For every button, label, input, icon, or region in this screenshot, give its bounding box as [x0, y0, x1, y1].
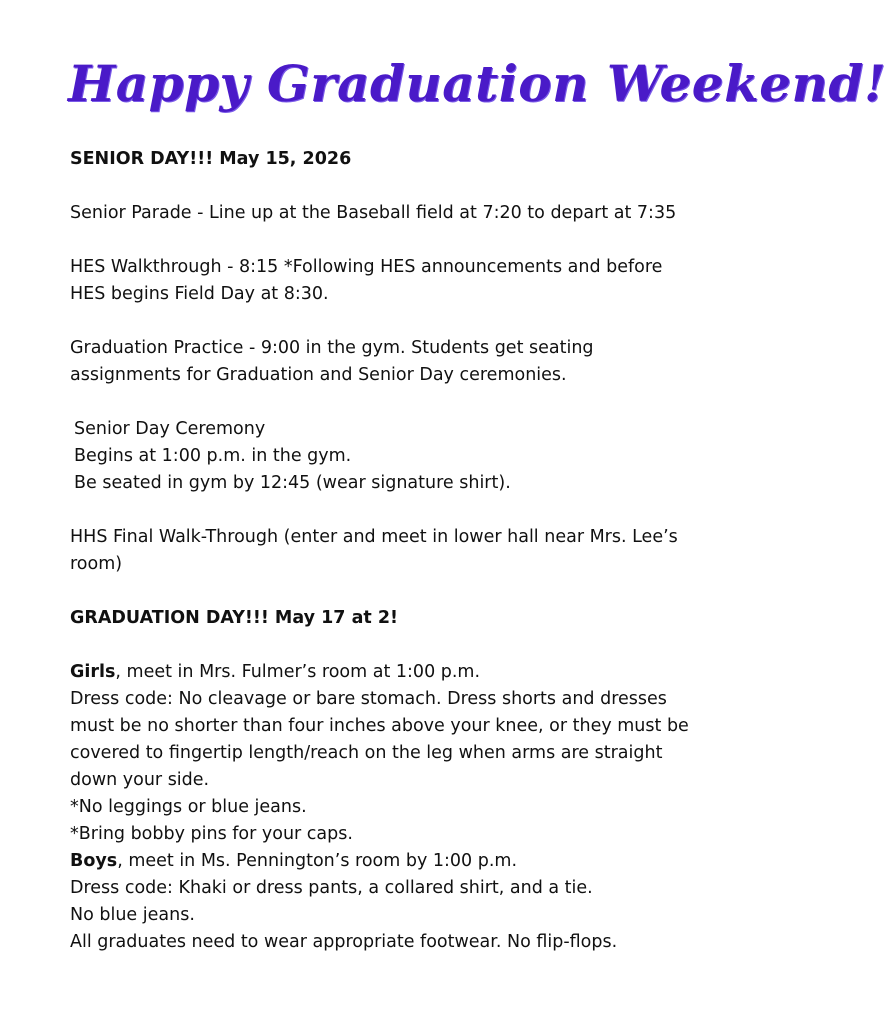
girls-dress-code-line-1: Dress code: No cleavage or bare stomach. Dress shorts and dresses [70, 689, 667, 709]
girls-dress-code-line-3: covered to fingertip length/reach on the leg when arms are straight [70, 743, 663, 763]
practice-line-1: Graduation Practice - 9:00 in the gym. Students get seating [70, 338, 594, 358]
spacer [70, 173, 730, 200]
boys-meet-text: , meet in Ms. Pennington’s room by 1:00 p.m. [117, 851, 518, 871]
spacer [70, 632, 730, 659]
spacer [70, 389, 730, 416]
graduation-day-heading: GRADUATION DAY!!! May 17 at 2! [70, 608, 398, 628]
girls-note-1: *No leggings or blue jeans. [70, 797, 307, 817]
girls-meet-text: , meet in Mrs. Fulmer’s room at 1:00 p.m. [115, 662, 481, 682]
page-title: Happy Graduation Weekend! [68, 54, 886, 113]
hes-walkthrough-line-1: HES Walkthrough - 8:15 *Following HES announcements and before [70, 257, 663, 277]
spacer [70, 227, 730, 254]
girls-meet-line [70, 659, 730, 686]
girls-label: Girls [70, 662, 116, 682]
boys-meet-line [70, 848, 730, 875]
senior-parade-text: Senior Parade - Line up at the Baseball field at 7:20 to depart at 7:35 [70, 203, 677, 223]
spacer [70, 497, 730, 524]
girls-note-2: *Bring bobby pins for your caps. [70, 824, 353, 844]
senior-day-heading: SENIOR DAY!!! May 15, 2026 [70, 149, 352, 169]
footwear-line: All graduates need to wear appropriate footwear. No flip-flops. [70, 932, 618, 952]
spacer [70, 308, 730, 335]
schedule-content [70, 146, 730, 956]
boys-dress-code-line-2: No blue jeans. [70, 905, 195, 925]
hhs-walkthrough-line-2: room) [70, 554, 123, 574]
spacer [70, 578, 730, 605]
girls-dress-code-line-4: down your side. [70, 770, 210, 790]
ceremony-line-3: Be seated in gym by 12:45 (wear signature shirt). [74, 473, 511, 493]
ceremony-line-1: Senior Day Ceremony [74, 419, 266, 439]
practice-line-2: assignments for Graduation and Senior Day ceremonies. [70, 365, 567, 385]
boys-dress-code-line-1: Dress code: Khaki or dress pants, a collared shirt, and a tie. [70, 878, 593, 898]
ceremony-line-2: Begins at 1:00 p.m. in the gym. [74, 446, 352, 466]
hhs-walkthrough-line-1: HHS Final Walk-Through (enter and meet in lower hall near Mrs. Lee’s [70, 527, 678, 547]
boys-label: Boys [70, 851, 118, 871]
hes-walkthrough-line-2: HES begins Field Day at 8:30. [70, 284, 329, 304]
girls-dress-code-line-2: must be no shorter than four inches above your knee, or they must be [70, 716, 689, 736]
